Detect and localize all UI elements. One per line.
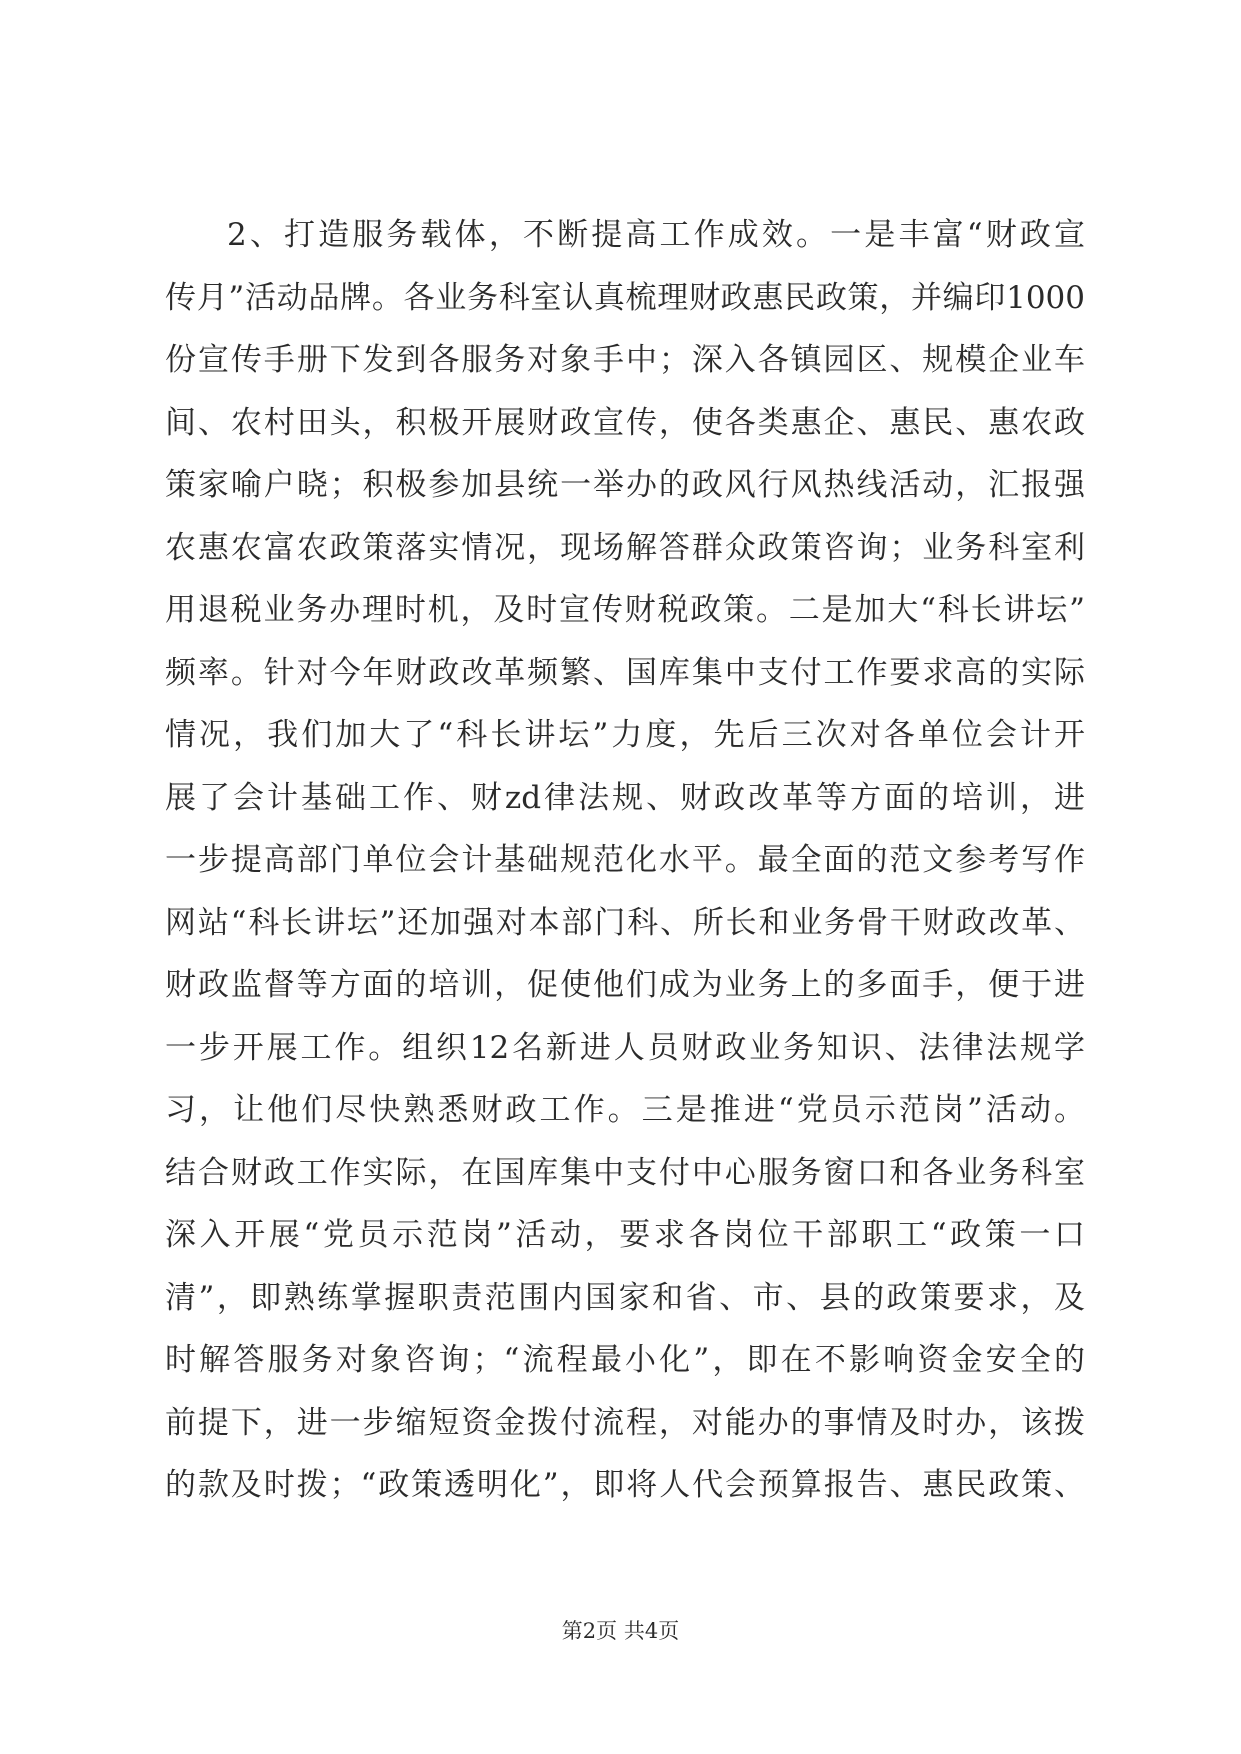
paragraph-line: 深入开展“党员示范岗”活动，要求各岗位干部职工“政策一口: [165, 1217, 1085, 1253]
page-number: 第2页 共4页: [561, 1619, 680, 1643]
paragraph-line: 用退税业务办理时机，及时宣传财税政策。二是加大“科长讲坛”: [165, 592, 1085, 628]
paragraph-line: 2、打造服务载体，不断提高工作成效。一是丰富“财政宣: [227, 217, 1085, 253]
paragraph-line: 网站“科长讲坛”还加强对本部门科、所长和业务骨干财政改革、: [165, 904, 1085, 941]
paragraph-line: 间、农村田头，积极开展财政宣传，使各类惠企、惠民、惠农政: [165, 404, 1085, 441]
paragraph-line: 频率。针对今年财政改革频繁、国库集中支付工作要求高的实际: [165, 654, 1085, 691]
paragraph-line: 一步开展工作。组织12名新进人员财政业务知识、法律法规学: [165, 1029, 1085, 1066]
paragraph-line: 清”，即熟练掌握职责范围内国家和省、市、县的政策要求，及: [165, 1279, 1085, 1316]
paragraph-line: 一步提高部门单位会计基础规范化水平。最全面的范文参考写作: [165, 842, 1085, 878]
paragraph-line: 前提下，进一步缩短资金拨付流程，对能办的事情及时办，该拨: [165, 1404, 1085, 1441]
paragraph-line: 习，让他们尽快熟悉财政工作。三是推进“党员示范岗”活动。: [165, 1092, 1085, 1128]
paragraph-line: 传月”活动品牌。各业务科室认真梳理财政惠民政策，并编印1000: [165, 279, 1085, 316]
paragraph-line: 的款及时拨；“政策透明化”，即将人代会预算报告、惠民政策、: [165, 1467, 1085, 1503]
paragraph-line: 策家喻户晓；积极参加县统一举办的政风行风热线活动，汇报强: [165, 467, 1085, 503]
paragraph-line: 时解答服务对象咨询；“流程最小化”，即在不影响资金安全的: [165, 1342, 1085, 1378]
paragraph-line: 财政监督等方面的培训，促使他们成为业务上的多面手，便于进: [165, 967, 1085, 1003]
document-body: [165, 204, 1085, 1517]
paragraph-line: 情况，我们加大了“科长讲坛”力度，先后三次对各单位会计开: [165, 717, 1085, 753]
paragraph-line: 份宣传手册下发到各服务对象手中；深入各镇园区、规模企业车: [165, 342, 1085, 378]
page-footer: [0, 1618, 1241, 1644]
paragraph-line: 结合财政工作实际，在国库集中支付中心服务窗口和各业务科室: [165, 1154, 1085, 1191]
paragraph-line: 农惠农富农政策落实情况，现场解答群众政策咨询；业务科室利: [165, 529, 1085, 566]
paragraph-line: 展了会计基础工作、财zd律法规、财政改革等方面的培训，进: [165, 779, 1085, 816]
